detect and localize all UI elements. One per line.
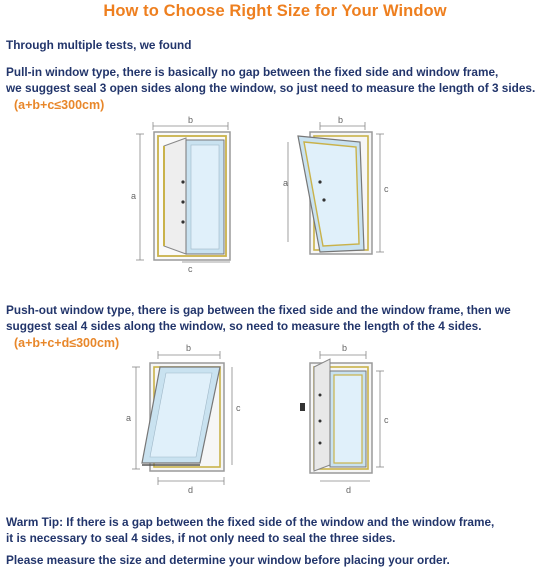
label-c3: c: [236, 403, 241, 413]
label-b2: b: [338, 115, 344, 125]
pull-in-description-line2: we suggest seal 3 open sides along the window, so just need to measure the length of 3 sides.: [6, 81, 536, 95]
pull-in-description-line1: Pull-in window type, there is basically no gap between the fixed side and window frame,: [6, 65, 499, 79]
intro-text: Through multiple tests, we found: [6, 38, 192, 52]
push-out-description-line2: suggest seal 4 sides along the window, so need to measure the length of the 4 sides.: [6, 319, 482, 333]
pull-in-formula: (a+b+c≤300cm): [14, 98, 105, 112]
label-c2: c: [384, 184, 389, 194]
label-b4: b: [342, 343, 348, 353]
label-a2: a: [283, 178, 289, 188]
label-c4: c: [384, 415, 389, 425]
push-out-awning-diagram: [120, 343, 260, 495]
push-out-formula: (a+b+c+d≤300cm): [14, 336, 120, 350]
label-a: a: [131, 191, 137, 201]
label-b: b: [188, 115, 194, 125]
push-out-description-line1: Push-out window type, there is gap between the fixed side and the window frame, then we: [6, 303, 511, 317]
label-a3: a: [126, 413, 132, 423]
warm-tip-line2: it is necessary to seal 4 sides, if not only need to seal the three sides.: [6, 531, 396, 545]
label-c: c: [188, 264, 193, 274]
pull-in-tilt-diagram: [280, 112, 410, 272]
warm-tip-line1: Warm Tip: If there is a gap between the fixed side of the window and the window frame,: [6, 515, 495, 529]
label-d3: d: [188, 485, 194, 495]
page-title: How to Choose Right Size for Your Window: [103, 2, 447, 20]
measure-note: Please measure the size and determine your window before placing your order.: [6, 553, 450, 567]
push-out-casement-diagram: [290, 343, 410, 495]
label-d4: d: [346, 485, 352, 495]
label-b3: b: [186, 343, 192, 353]
pull-in-side-hinged-diagram: [120, 112, 260, 272]
